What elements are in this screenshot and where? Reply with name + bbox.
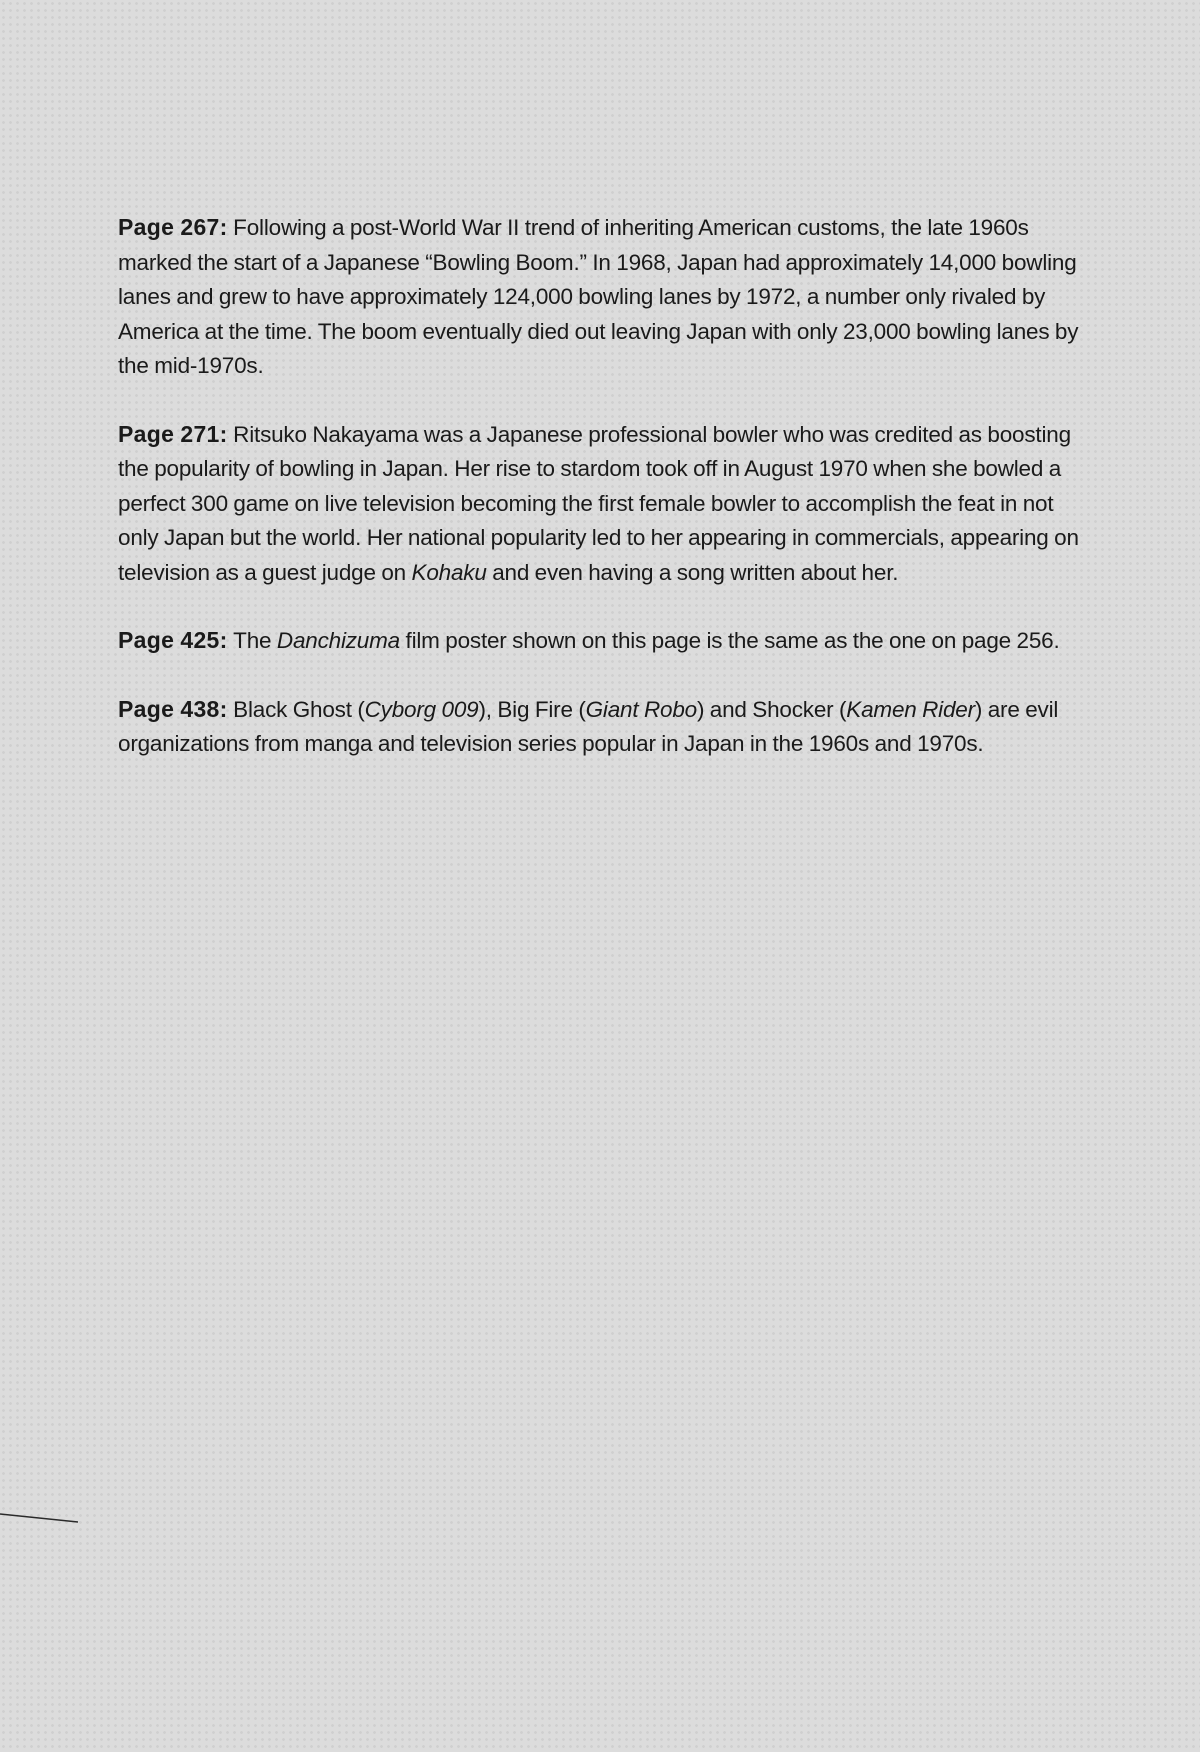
note-text: Black Ghost (	[233, 696, 365, 722]
note-reference: Page 425:	[118, 627, 228, 653]
note-page-271	[118, 417, 1098, 591]
note-reference: Page 271:	[118, 420, 228, 447]
note-text: ) are evil organizations from manga and television series popular in Japan in the 1960s and 1970s.	[118, 696, 1059, 756]
note-title-italic: Cyborg 009	[364, 696, 479, 722]
note-reference: Page 438:	[118, 695, 228, 722]
note-text: Ritsuko Nakayama was a Japanese professional bowler who was credited as boosting the popularity of bowling in Japan. Her rise to stardom took off in August 1970 when she bowled a perfect 300 game on live television becoming the first female bowler to accomplish the feat in not only Japan but the world. Her national popularity led to her appearing in commercials, appearing on television as a guest judge on	[118, 421, 1079, 585]
note-title-italic: Giant Robo	[585, 696, 697, 722]
note-text: Following a post-World War II trend of inheriting American customs, the late 1960s marked the start of a Japanese “Bowling Boom.” In 1968, Japan had approximately 14,000 bowling lanes and grew to have approximately 124,000 bowling lanes by 1972, a number only rivaled by America at the time. The boom eventually died out leaving Japan with only 23,000 bowling lanes by the mid-1970s.	[118, 215, 1079, 378]
note-title-italic: Kamen Rider	[846, 696, 975, 722]
note-page-425	[118, 623, 1098, 659]
note-text: and even having a song written about her.	[486, 559, 899, 585]
note-title-italic: Kohaku	[411, 559, 487, 585]
note-reference: Page 267:	[118, 214, 228, 240]
note-text: ), Big Fire (	[478, 696, 586, 722]
note-page-438	[118, 692, 1098, 762]
margin-line	[0, 1504, 78, 1524]
note-title-italic: Danchizuma	[276, 628, 400, 653]
note-text: film poster shown on this page is the same as the one on page 256.	[399, 628, 1060, 653]
note-text: ) and Shocker (	[696, 696, 847, 722]
translation-notes	[118, 210, 1098, 795]
note-page-267	[118, 210, 1098, 384]
note-text: The	[233, 628, 277, 653]
